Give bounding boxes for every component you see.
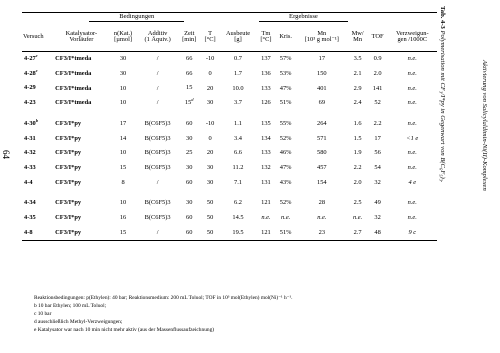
cell-mwmn: 1.5 xyxy=(353,134,362,142)
col-header-temp: T [°C] xyxy=(204,29,216,43)
cell-n-kat: 15 xyxy=(119,163,127,171)
cell-zeit: 25 xyxy=(186,149,193,157)
cell-ausbeute: 1.7 xyxy=(234,69,242,77)
cell-tm: 137 xyxy=(257,52,276,67)
cell-kris: 51% xyxy=(275,226,296,241)
table-row xyxy=(22,226,437,241)
col-header-ausbeute: Ausbeute [g] xyxy=(225,29,251,43)
table-row xyxy=(22,96,437,111)
cell-zeit: 60 xyxy=(186,119,193,127)
table-row xyxy=(22,52,437,67)
cell-n-kat: 30 xyxy=(109,52,138,67)
cell-ausbeute: 3.4 xyxy=(234,134,242,142)
cell-catalyst: CF3/I*tmeda xyxy=(54,52,108,67)
cell-additiv: / xyxy=(138,226,178,241)
cell-additiv: B(C6F5)3 xyxy=(144,134,171,142)
cell-mwmn: 2.5 xyxy=(353,199,362,207)
cell-mn: 401 xyxy=(317,84,327,92)
col-header-catalyst: Katalysator- Vorläufer xyxy=(65,29,98,43)
cell-versuch: 4-4 xyxy=(24,178,33,186)
cell-catalyst: CF3/I*py xyxy=(55,134,82,142)
cell-catalyst: CF3/I*py xyxy=(55,149,82,157)
cell-temp: -10 xyxy=(201,52,220,67)
cell-tm: 133 xyxy=(261,149,271,157)
cell-tof: 0.9 xyxy=(368,52,388,67)
cell-tof: 17 xyxy=(374,134,381,142)
col-header-mn: Mn [10³ g mol⁻¹] xyxy=(304,29,339,43)
table-row xyxy=(22,146,437,161)
cell-mwmn: 2.4 xyxy=(353,99,362,107)
cell-zeit: 60 xyxy=(186,214,193,222)
cell-tof: 32 xyxy=(374,214,381,222)
cell-mn: 154 xyxy=(317,178,327,186)
col-header-kris: Kris. xyxy=(279,32,292,40)
cell-tof: 2.2 xyxy=(373,119,382,127)
cell-temp: 20 xyxy=(206,149,214,157)
cell-verzweigungen: n.e. xyxy=(407,99,417,107)
cell-additiv: / xyxy=(156,84,159,92)
footnote: d ausschließlich Methyl-Verzweigungen; xyxy=(34,319,123,325)
cell-catalyst: CF3/I*tmeda xyxy=(55,69,92,77)
table-row xyxy=(22,176,437,191)
col-header-additiv: Additiv (1 Äquiv.) xyxy=(144,29,171,43)
cell-temp: 30 xyxy=(206,99,214,107)
cell-additiv: B(C6F5)3 xyxy=(144,119,171,127)
cell-n-kat: 17 xyxy=(119,119,127,127)
col-header-tof: TOF xyxy=(371,32,384,40)
cell-versuch: 4-31 xyxy=(24,134,36,142)
cell-zeit: 60 xyxy=(178,226,201,241)
cell-mwmn: 2.0 xyxy=(353,178,362,186)
cell-tof: 52 xyxy=(374,99,381,107)
cell-temp: 50 xyxy=(206,214,214,222)
cell-ausbeute: 6.6 xyxy=(234,149,242,157)
table-caption xyxy=(439,6,446,183)
cell-tm: 135 xyxy=(261,119,271,127)
cell-verzweigungen: n.e. xyxy=(407,214,417,222)
table-row xyxy=(22,67,437,82)
cell-verzweigungen: n.e. xyxy=(407,69,417,77)
cell-mn: 17 xyxy=(296,52,348,67)
cell-n-kat: 10 xyxy=(119,84,127,92)
col-header-tm: Tm [°C] xyxy=(260,29,272,43)
cell-additiv: B(C6F5)3 xyxy=(144,163,171,171)
cell-kris: 52% xyxy=(279,199,292,207)
cell-temp: 0 xyxy=(208,69,212,77)
table-column-header-row xyxy=(22,23,437,52)
col-header-verzweigungen: Verzweigun- gen /1000C xyxy=(395,29,429,43)
cell-verzweigungen: n.e. xyxy=(407,163,417,171)
results-group-label: Ergebnisse xyxy=(259,14,348,23)
cell-ausbeute: 19.5 xyxy=(219,226,256,241)
cell-ausbeute: 10.0 xyxy=(232,84,244,92)
cell-n-kat: 10 xyxy=(119,199,127,207)
cell-kris: 43% xyxy=(279,178,292,186)
cell-versuch: 4-32 xyxy=(24,149,36,157)
cell-versuch: 4-34 xyxy=(24,199,36,207)
cell-temp: 20 xyxy=(206,84,214,92)
cell-mwmn: 1.9 xyxy=(353,149,362,157)
table-row xyxy=(22,196,437,211)
cell-mn: n.e. xyxy=(317,214,327,222)
footnote: Reaktionsbedingungen: p(Ethylen): 40 bar; Reaktionsmedium: 200 mL Toluol; TOF in 10³ mol(Ethylen) mol(Ni)⁻¹ h⁻¹. xyxy=(34,295,293,301)
cell-temp: 0 xyxy=(208,134,212,142)
cell-verzweigungen: n.e. xyxy=(407,149,417,157)
cell-kris: 52% xyxy=(279,134,292,142)
cell-verzweigungen: <1 e xyxy=(406,134,419,142)
cell-n-kat: 15 xyxy=(109,226,138,241)
cell-mn: 457 xyxy=(317,163,327,171)
cell-kris: 47% xyxy=(279,163,292,171)
cell-zeit: 15$^d$ xyxy=(184,97,194,107)
cell-tm: 121 xyxy=(257,226,276,241)
caption-title: Polymerisation mit CF₃/I*py in Gegenwart von B(C₆F₅)₃. xyxy=(439,30,446,183)
cell-tm: 133 xyxy=(261,84,271,92)
cell-mwmn: 2.9 xyxy=(353,84,362,92)
cell-n-kat: 8 xyxy=(121,178,125,186)
cell-catalyst: CF3/I*py xyxy=(55,199,82,207)
cell-n-kat: 14 xyxy=(119,134,127,142)
running-head: Aktivierung von Salicylaldimin-Ni(II)-Komplexen xyxy=(481,60,488,191)
cell-ausbeute: 11.2 xyxy=(232,163,244,171)
cell-additiv: / xyxy=(156,178,159,186)
cell-kris: 55% xyxy=(279,119,292,127)
col-header-n-kat: n(Kat.) [µmol] xyxy=(113,29,133,43)
cell-kris: 51% xyxy=(279,99,292,107)
table-row xyxy=(22,81,437,96)
cell-additiv: B(C6F5)3 xyxy=(144,199,171,207)
cell-tm: 132 xyxy=(261,163,271,171)
cell-tof: 49 xyxy=(374,199,381,207)
cell-zeit: 30 xyxy=(186,164,193,172)
cell-mn: 28 xyxy=(318,199,326,207)
cell-catalyst: CF3/I*tmeda xyxy=(55,99,92,107)
cell-versuch: 4-35 xyxy=(24,214,36,222)
cell-n-kat: 10 xyxy=(119,99,127,107)
cell-catalyst: CF3/I*py xyxy=(55,214,82,222)
cell-zeit: 30 xyxy=(186,199,193,207)
cell-zeit: 66 xyxy=(178,52,201,67)
col-header-versuch: Versuch xyxy=(23,32,44,40)
cell-temp: 50 xyxy=(206,199,214,207)
table-group-header-row xyxy=(22,13,437,24)
table-row xyxy=(22,161,437,176)
cell-verzweigungen: n.e. xyxy=(388,52,437,67)
cell-mwmn: n.e. xyxy=(353,214,363,222)
cell-mn: 264 xyxy=(317,119,327,127)
cell-mwmn: 2.7 xyxy=(348,226,368,241)
cell-verzweigungen: 4 e xyxy=(408,178,417,186)
cell-mn: 571 xyxy=(317,134,327,142)
cell-catalyst: CF3/I*py xyxy=(54,226,108,241)
cell-mn: 69 xyxy=(318,99,326,107)
cell-verzweigungen: 9 c xyxy=(388,226,437,241)
cell-n-kat: 10 xyxy=(119,149,127,157)
cell-additiv: B(C6F5)3 xyxy=(144,214,171,222)
cell-tm: 134 xyxy=(261,134,271,142)
cell-versuch: 4-8 xyxy=(22,226,54,241)
cell-versuch: 4-23 xyxy=(24,99,36,107)
cell-kris: 57% xyxy=(275,52,296,67)
cell-mn: 580 xyxy=(317,149,327,157)
cell-versuch: 4-33 xyxy=(24,164,36,172)
cell-kris: 46% xyxy=(279,149,292,157)
cell-tof: 141 xyxy=(372,84,383,92)
cell-verzweigungen: n.e. xyxy=(407,84,417,92)
cell-verzweigungen: n.e. xyxy=(407,119,417,127)
page-number: 64 xyxy=(1,150,11,159)
caption-label: Tab. 4-3 xyxy=(439,6,446,29)
cell-tof: 32 xyxy=(374,178,381,186)
cell-zeit: 66 xyxy=(186,69,193,77)
cell-temp: 30 xyxy=(206,163,214,171)
cell-tof: 2.0 xyxy=(373,69,382,77)
cell-mn: 150 xyxy=(317,69,327,77)
cell-versuch: 4-29 xyxy=(24,84,36,92)
cell-ausbeute: 6.2 xyxy=(234,199,242,207)
cell-ausbeute: 3.7 xyxy=(234,99,242,107)
cell-tm: 136 xyxy=(261,69,271,77)
table-row xyxy=(22,211,437,226)
cell-ausbeute: 0.7 xyxy=(219,52,256,67)
cell-verzweigungen: n.e. xyxy=(407,199,417,207)
footnote: e Katalysator war nach 10 min nicht mehr aktiv (aus der Massenflussaufzeichnung) xyxy=(34,327,215,333)
cell-mwmn: 3.5 xyxy=(348,52,368,67)
cell-temp: 30 xyxy=(206,178,214,186)
cell-mwmn: 2.2 xyxy=(353,163,362,171)
cell-additiv: / xyxy=(156,99,159,107)
cell-kris: 53% xyxy=(279,69,292,77)
cell-versuch: 4-30$^b$ xyxy=(24,117,38,127)
polymerization-table xyxy=(22,12,437,292)
cell-temp: 50 xyxy=(201,226,220,241)
table-footnotes xyxy=(34,294,293,334)
conditions-group-label: Bedingungen xyxy=(89,14,184,23)
cell-additiv: / xyxy=(138,52,178,67)
cell-catalyst: CF3/I*py xyxy=(55,163,82,171)
cell-n-kat: 30 xyxy=(119,69,127,77)
cell-n-kat: 16 xyxy=(119,214,127,222)
cell-versuch: 4-28$^c$ xyxy=(24,67,38,77)
cell-ausbeute: 1.1 xyxy=(234,119,242,127)
cell-additiv: / xyxy=(156,69,159,77)
cell-additiv: B(C6F5)3 xyxy=(144,149,171,157)
cell-tm: 126 xyxy=(261,99,271,107)
footnote: b 10 bar Ethylen; 100 mL Toluol; xyxy=(34,303,107,309)
cell-catalyst: CF3/I*py xyxy=(55,119,82,127)
col-header-zeit: Zeit [min] xyxy=(182,29,197,43)
cell-zeit: 60 xyxy=(186,178,193,186)
cell-ausbeute: 14.5 xyxy=(232,214,244,222)
cell-kris: 47% xyxy=(279,84,292,92)
cell-catalyst: CF3/I*py xyxy=(55,178,82,186)
cell-tm: 121 xyxy=(261,199,271,207)
cell-catalyst: CF3/I*tmeda xyxy=(55,84,92,92)
cell-mwmn: 2.1 xyxy=(353,69,362,77)
cell-mwmn: 1.6 xyxy=(353,119,362,127)
cell-tof: 48 xyxy=(368,226,388,241)
cell-tm: 131 xyxy=(261,178,271,186)
cell-ausbeute: 7.1 xyxy=(234,178,242,186)
footnote: c 10 bar xyxy=(34,311,52,317)
table-row xyxy=(22,117,437,132)
cell-mn: 23 xyxy=(296,226,348,241)
cell-kris: n.e. xyxy=(281,214,291,222)
cell-versuch: 4-27$^c$ xyxy=(22,52,54,67)
cell-tm: n.e. xyxy=(261,214,271,222)
cell-temp: -10 xyxy=(205,119,215,127)
cell-tof: 54 xyxy=(374,163,381,171)
cell-tof: 56 xyxy=(374,149,381,157)
col-header-mwmn: Mw/ Mn xyxy=(351,29,364,43)
cell-zeit: 30 xyxy=(186,134,193,142)
cell-zeit: 15 xyxy=(186,84,193,92)
table-row xyxy=(22,131,437,146)
